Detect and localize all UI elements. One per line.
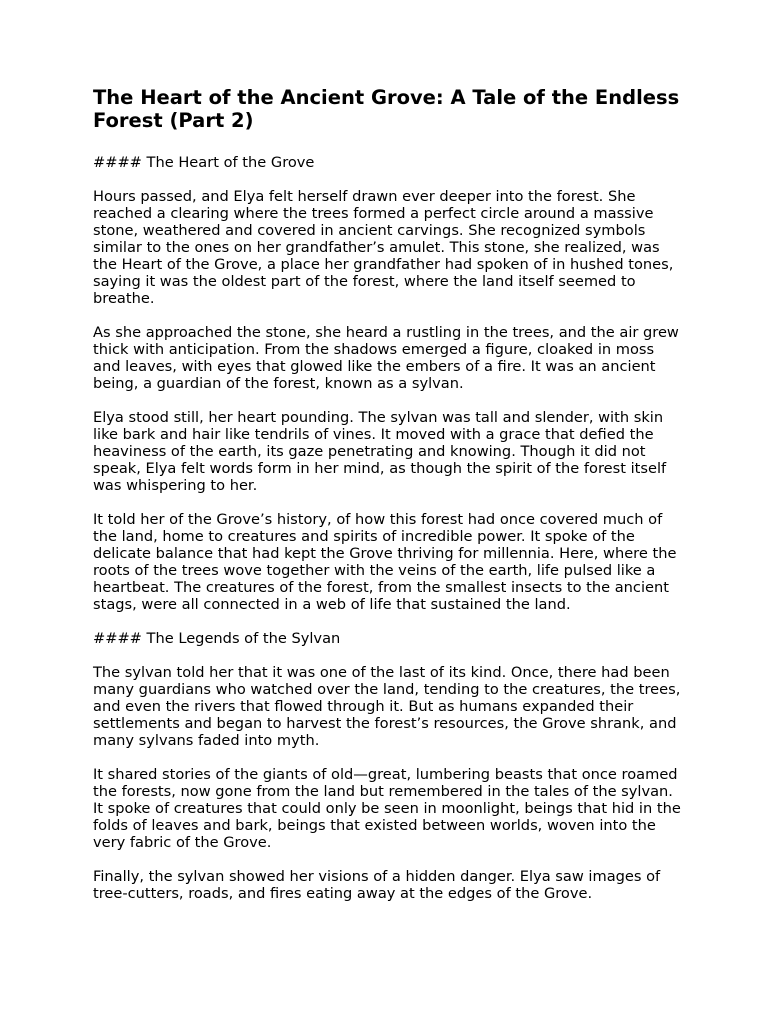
paragraph: It told her of the Grove’s history, of how this forest had once covered much of the land, home to creatures and spirits of incredible power. It spoke of the delicate balance that had kept the Grove thriving for millennia. Here, where the roots of the trees wove together with the veins of the earth, life pulsed like a heartbeat. The creatures of the forest, from the smallest insects to the ancient stags, were all connected in a web of life that sustained the land. [93,511,677,613]
paragraph: Hours passed, and Elya felt herself drawn ever deeper into the forest. She reached a clearing where the trees formed a perfect circle around a massive stone, weathered and covered in ancient carvings. She recognized symbols similar to the ones on her grandfather’s amulet. This stone, she realized, was the Heart of the Grove, a place her grandfather had spoken of in hushed tones, saying it was the oldest part of the forest, where the land itself seemed to breathe. [93,188,674,307]
document-page [93,86,683,919]
paragraph: The sylvan told her that it was one of the last of its kind. Once, there had been many guardians who watched over the land, tending to the creatures, the trees, and even the rivers that flowed through it. But as humans expanded their settlements and began to harvest the forest’s resources, the Grove shrank, and many sylvans faded into myth. [93,664,681,749]
section-heading: #### The Legends of the Sylvan [93,630,341,647]
paragraph: It shared stories of the giants of old—great, lumbering beasts that once roamed the forests, now gone from the land but remembered in the tales of the sylvan. It spoke of creatures that could only be seen in moonlight, beings that hid in the folds of leaves and bark, beings that existed between worlds, woven into the very fabric of the Grove. [93,766,681,851]
section-heading: #### The Heart of the Grove [93,154,315,171]
section-heart-of-the-grove [93,154,683,613]
section-legends-of-the-sylvan [93,630,683,902]
document-title: The Heart of the Ancient Grove: A Tale of the Endless Forest (Part 2) [93,86,680,132]
paragraph: Finally, the sylvan showed her visions of a hidden danger. Elya saw images of tree-cutters, roads, and fires eating away at the edges of the Grove. [93,868,661,902]
paragraph: As she approached the stone, she heard a rustling in the trees, and the air grew thick with anticipation. From the shadows emerged a figure, cloaked in moss and leaves, with eyes that glowed like the embers of a fire. It was an ancient being, a guardian of the forest, known as a sylvan. [93,324,679,392]
paragraph: Elya stood still, her heart pounding. The sylvan was tall and slender, with skin like bark and hair like tendrils of vines. It moved with a grace that defied the heaviness of the earth, its gaze penetrating and knowing. Though it did not speak, Elya felt words form in her mind, as though the spirit of the forest itself was whispering to her. [93,409,667,494]
